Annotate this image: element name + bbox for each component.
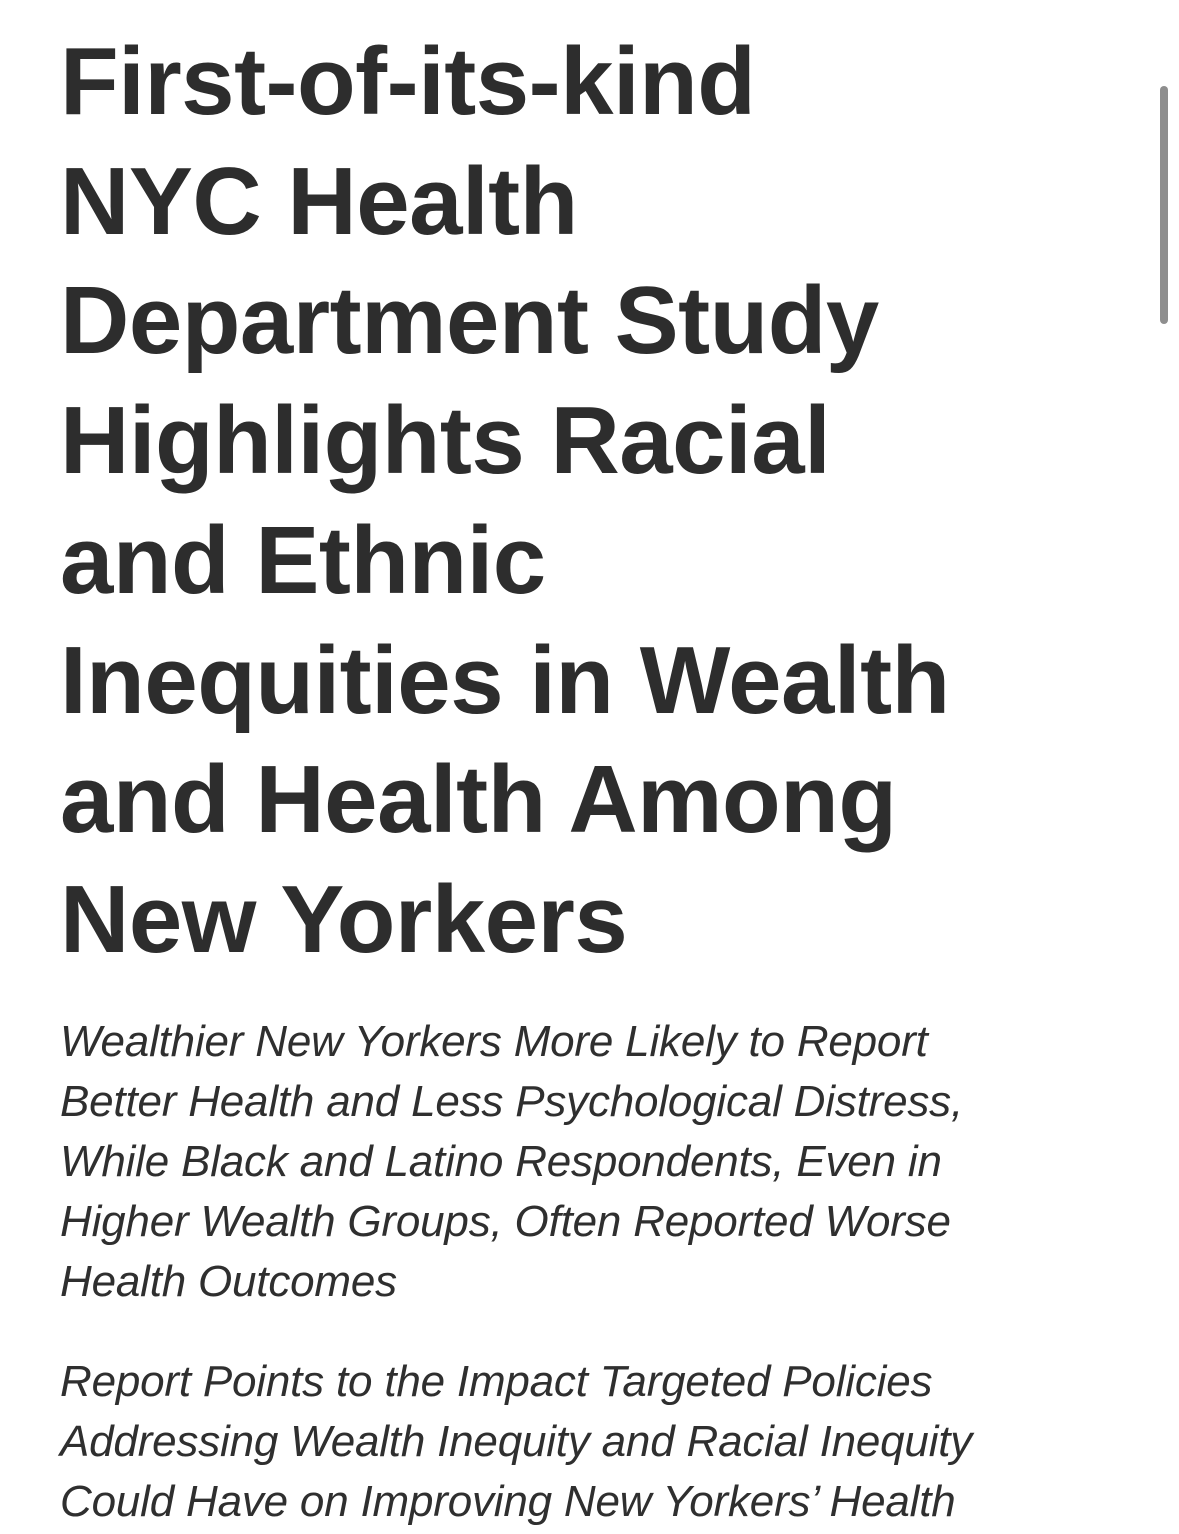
- subheadline-line: Better Health and Less Psychological Distress,: [60, 1076, 964, 1126]
- subheadline-line: Could Have on Improving New Yorkers’ Health: [60, 1476, 956, 1526]
- headline-line: and Health Among: [60, 746, 897, 854]
- subheadline-line: While Black and Latino Respondents, Even in: [60, 1136, 942, 1186]
- subheadline-line: Wealthier New Yorkers More Likely to Report: [60, 1016, 928, 1066]
- scrollbar[interactable]: [1160, 86, 1168, 324]
- headline-line: and Ethnic: [60, 506, 546, 614]
- headline-line: New Yorkers: [60, 865, 628, 973]
- subheadline-line: Higher Wealth Groups, Often Reported Worse: [60, 1196, 951, 1246]
- headline-line: Highlights Racial: [60, 387, 831, 495]
- subheadline-2: [60, 1352, 1100, 1532]
- subheadline-line: Report Points to the Impact Targeted Policies: [60, 1356, 933, 1406]
- headline-line: Inequities in Wealth: [60, 626, 950, 734]
- headline-line: Department Study: [60, 267, 879, 375]
- subheadline-line: Addressing Wealth Inequity and Racial Inequity: [60, 1416, 973, 1466]
- headline-line: NYC Health: [60, 147, 578, 255]
- headline: [60, 22, 1100, 980]
- article: [60, 22, 1100, 1532]
- headline-line: First-of-its-kind: [60, 28, 756, 135]
- subheadline-1: [60, 1012, 1100, 1312]
- subheadline-line: Health Outcomes: [60, 1256, 397, 1306]
